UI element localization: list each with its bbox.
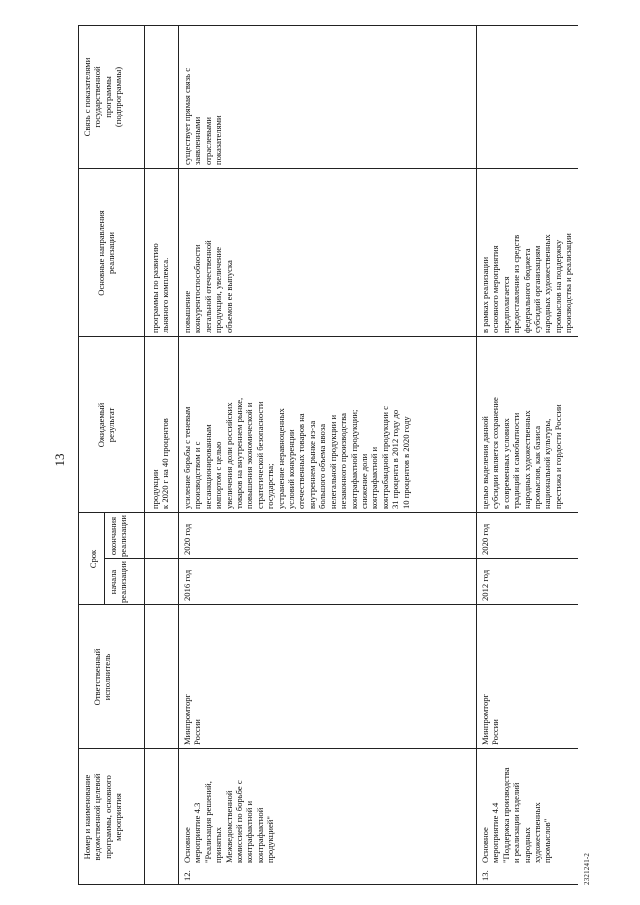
row-13-executor: Минпромторг России — [480, 693, 501, 745]
header-program-name: Номер и наименование ведомственной целевой программы, основного мероприятия — [82, 773, 124, 861]
row-13-expected-result: целью выделения данной субсидии является сохранение в современных условиях традиций и самобытности народных художественных промыслов, как базиса национальной культуры, престижа и гордости России — [480, 397, 563, 509]
program-table — [78, 25, 578, 885]
table-border-top — [78, 25, 79, 885]
row-12-expected-result: усиление борьбы с теневым производством и с несанкционированным импортом с целью увеличения доли российских товаров на внутреннем рынке, повышения экономической и стратегической безопасности государства; устранение неравноценных условий конкуренции отечественных товаров на внутреннем рынке из-за большого объема ввоза нелегальной продукции и незаконного производства контрафактной продукции; снижение доли контрафактной и контрабандной продукции с 31 процента в 2012 году до 10 процентов в 2020 году — [182, 397, 411, 509]
header-expected-result: Ожидаемый результат — [96, 402, 117, 448]
row-12-indicator-link: существует прямая связь с заявленными отраслевыми показателями — [182, 67, 224, 165]
row-divider — [178, 25, 179, 885]
header-indicator-link: Связь с показателями государственной программы (подпрограммы) — [82, 57, 124, 137]
column-divider — [104, 558, 578, 559]
column-divider — [78, 604, 578, 605]
column-divider — [78, 512, 578, 513]
continuation-directions: программы по развитию льняного комплекса. — [150, 243, 171, 333]
row-13-directions: в рамках реализации основного мероприятия предполагается предоставление из средств федерального бюджета субсидий организациям народных художественных промыслов на поддержку производства и реализации — [480, 233, 574, 333]
row-13-name: Основное мероприятие 4.4 "Поддержка производства и реализации изделий народных художественных промыслов" — [480, 767, 553, 863]
srok-subheader-rule — [104, 513, 105, 605]
table-border-left — [78, 884, 578, 885]
row-12-name: Основное мероприятие 4.3 "Реализация решений, принятых Межведомственной комиссией по борьбе с контрафактной и контрафактной продукцией" — [182, 780, 276, 863]
row-12-directions: повышение конкурентоспособности легальной отечественной продукции, увеличение объемов ее выпуска — [182, 240, 234, 333]
column-divider — [78, 168, 578, 169]
document-code: 2321241-2 — [583, 852, 591, 885]
row-divider — [476, 25, 477, 885]
row-13-indicator-link — [480, 27, 500, 165]
rotated-landscape-sheet — [50, 25, 590, 885]
column-divider — [78, 336, 578, 337]
row-12-number: 12. — [182, 870, 192, 881]
page-number: 13 — [52, 453, 67, 467]
header-main-directions: Основные направления реализации — [96, 210, 117, 296]
header-bottom-rule — [144, 25, 145, 885]
header-srok: Срок — [88, 549, 98, 569]
continuation-result: продукции к 2020 г на 40 процентов — [150, 418, 171, 509]
row-13-start: 2012 год — [480, 569, 490, 601]
header-start: начала реализации — [108, 561, 129, 603]
column-divider — [78, 748, 578, 749]
row-13-end: 2020 год — [480, 523, 490, 555]
table-border-right — [78, 25, 578, 26]
header-end: окончания реализации — [108, 515, 129, 557]
row-12-end: 2020 год — [182, 523, 192, 555]
header-executor: Ответственный исполнитель — [92, 648, 113, 706]
row-12-executor: Минпромторг России — [182, 693, 203, 745]
row-13-number: 13. — [480, 870, 490, 881]
row-12-start: 2016 год — [182, 569, 192, 601]
